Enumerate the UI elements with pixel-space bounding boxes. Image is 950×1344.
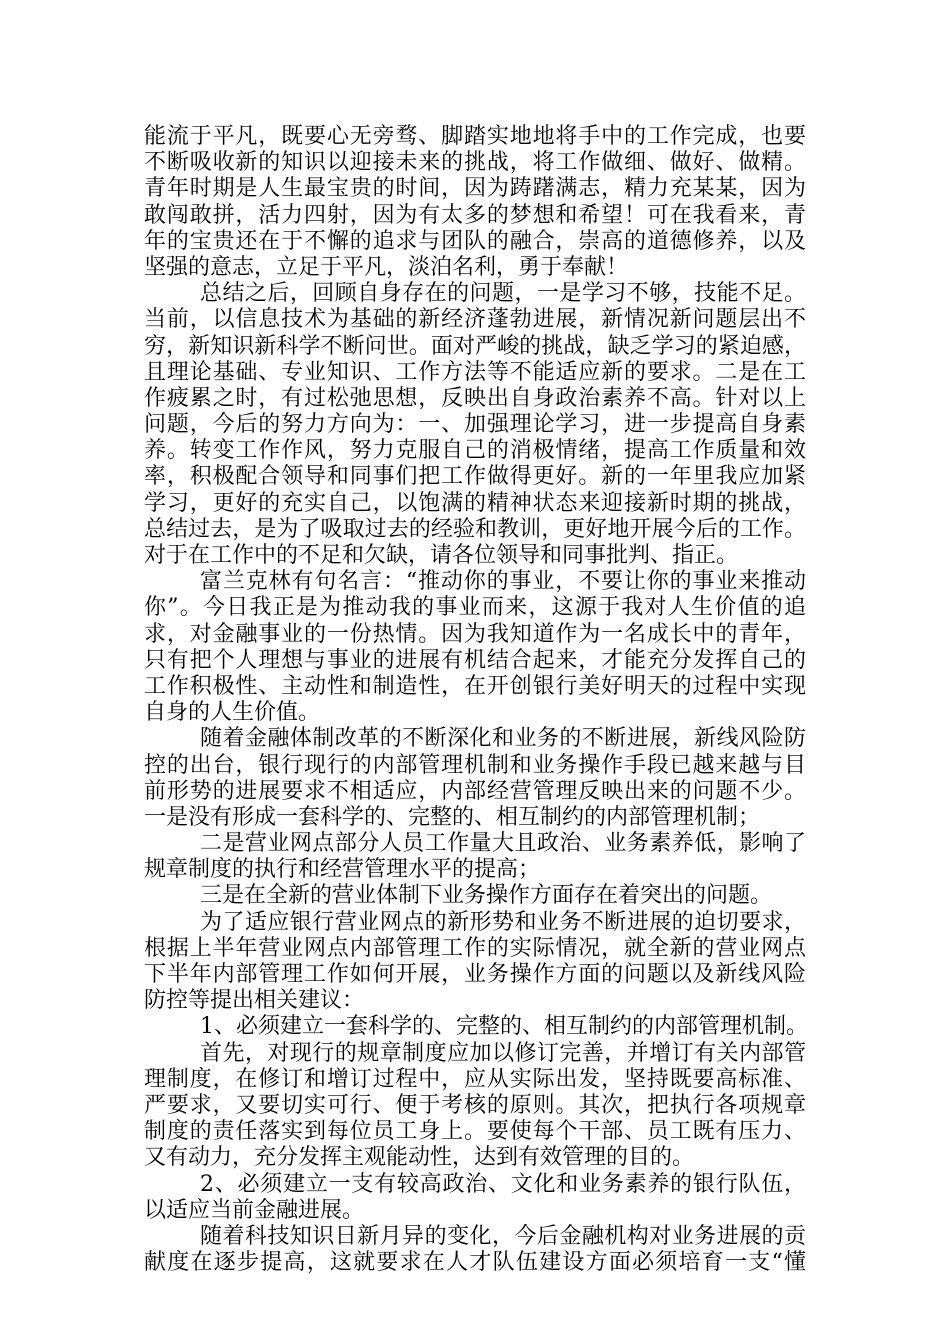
text-line: 敢闯敢拼，活力四射，因为有太多的梦想和希望！可在我看来，青 — [144, 202, 806, 228]
text-line: 严要求，又要切实可行、便于考核的原则。其次，把执行各项规章 — [144, 1092, 806, 1118]
text-line: 防控等提出相关建议： — [144, 988, 365, 1014]
text-line: 养。转变工作作风，努力克服自己的消极情绪，提高工作质量和效 — [144, 438, 806, 464]
text-line: 学习，更好的充实自己，以饱满的精神状态来迎接新时期的挑战， — [144, 490, 806, 516]
text-line: 二是营业网点部分人员工作量大且政治、业务素养低，影响了 — [200, 831, 806, 857]
text-line: 随着金融体制改革的不断深化和业务的不断进展，新线风险防 — [200, 726, 806, 752]
text-line: 2、必须建立一支有较高政治、文化和业务素养的银行队伍， — [200, 1171, 806, 1197]
text-line: 当前，以信息技术为基础的新经济蓬勃进展，新情况新问题层出不 — [144, 307, 806, 333]
text-line: 制度的责任落实到每位员工身上。要使每个干部、员工既有压力、 — [144, 1119, 806, 1145]
text-line: 规章制度的执行和经营管理水平的提高； — [144, 857, 541, 883]
text-line: 三是在全新的营业体制下业务操作方面存在着突出的问题。 — [200, 883, 773, 909]
text-line: 首先，对现行的规章制度应加以修订完善，并增订有关内部管 — [200, 1040, 806, 1066]
text-line: 理制度，在修订和增订过程中，应从实际出发，坚持既要高标准、 — [144, 1066, 806, 1092]
text-line: 你”。今日我正是为推动我的事业而来，这源于我对人生价值的追 — [144, 595, 806, 621]
text-line: 献度在逐步提高，这就要求在人才队伍建设方面必须培育一支“懂 — [144, 1250, 806, 1276]
text-line: 坚强的意志，立足于平凡，淡泊名利，勇于奉献！ — [144, 254, 629, 280]
text-line: 总结之后，回顾自身存在的问题，一是学习不够，技能不足。 — [200, 281, 806, 307]
text-line: 又有动力，充分发挥主观能动性，达到有效管理的目的。 — [144, 1145, 695, 1171]
text-line: 为了适应银行营业网点的新形势和业务不断进展的迫切要求， — [200, 909, 806, 935]
text-line: 前形势的进展要求不相适应，内部经营管理反映出来的问题不少。 — [144, 778, 806, 804]
text-line: 一是没有形成一套科学的、完整的、相互制约的内部管理机制； — [144, 804, 761, 830]
text-line: 随着科技知识日新月异的变化，今后金融机构对业务进展的贡 — [200, 1223, 806, 1249]
text-line: 求，对金融事业的一份热情。因为我知道作为一名成长中的青年， — [144, 621, 806, 647]
text-line: 根据上半年营业网点内部管理工作的实际情况，就全新的营业网点 — [144, 935, 806, 961]
text-line: 能流于平凡，既要心无旁骛、脚踏实地地将手中的工作完成，也要 — [144, 124, 806, 149]
text-line: 对于在工作中的不足和欠缺，请各位领导和同事批判、指正。 — [144, 543, 739, 568]
text-line: 穷，新知识新科学不断问世。面对严峻的挑战，缺乏学习的紧迫感， — [144, 333, 806, 359]
text-line: 自身的人生价值。 — [144, 700, 321, 726]
text-line: 作疲累之时，有过松弛思想，反映出自身政治素养不高。针对以上 — [144, 385, 806, 411]
text-line: 只有把个人理想与事业的进展有机结合起来，才能充分发挥自己的 — [144, 647, 806, 673]
document-body — [144, 124, 806, 1276]
text-line: 控的出台，银行现行的内部管理机制和业务操作手段已越来越与目 — [144, 752, 806, 778]
text-line: 总结过去，是为了吸取过去的经验和教训，更好地开展今后的工作。 — [144, 516, 806, 542]
text-line: 富兰克林有句名言：“推动你的事业，不要让你的事业来推动 — [200, 569, 806, 595]
text-line: 下半年内部管理工作如何开展，业务操作方面的问题以及新线风险 — [144, 962, 806, 987]
text-line: 工作积极性、主动性和制造性，在开创银行美好明天的过程中实现 — [144, 673, 806, 699]
text-line: 且理论基础、专业知识、工作方法等不能适应新的要求。二是在工 — [144, 359, 806, 385]
text-line: 年的宝贵还在于不懈的追求与团队的融合，崇高的道德修养，以及 — [144, 228, 806, 254]
text-line: 率，积极配合领导和同事们把工作做得更好。新的一年里我应加紧 — [144, 464, 806, 490]
text-line: 1、必须建立一套科学的、完整的、相互制约的内部管理机制。 — [200, 1014, 808, 1040]
text-line: 青年时期是人生最宝贵的时间，因为踌躇满志，精力充某某，因为 — [144, 176, 806, 202]
text-line: 不断吸收新的知识以迎接未来的挑战，将工作做细、做好、做精。 — [144, 150, 806, 176]
text-line: 问题，今后的努力方向为：一、加强理论学习，进一步提高自身素 — [144, 412, 806, 438]
text-line: 以适应当前金融进展。 — [144, 1197, 365, 1223]
